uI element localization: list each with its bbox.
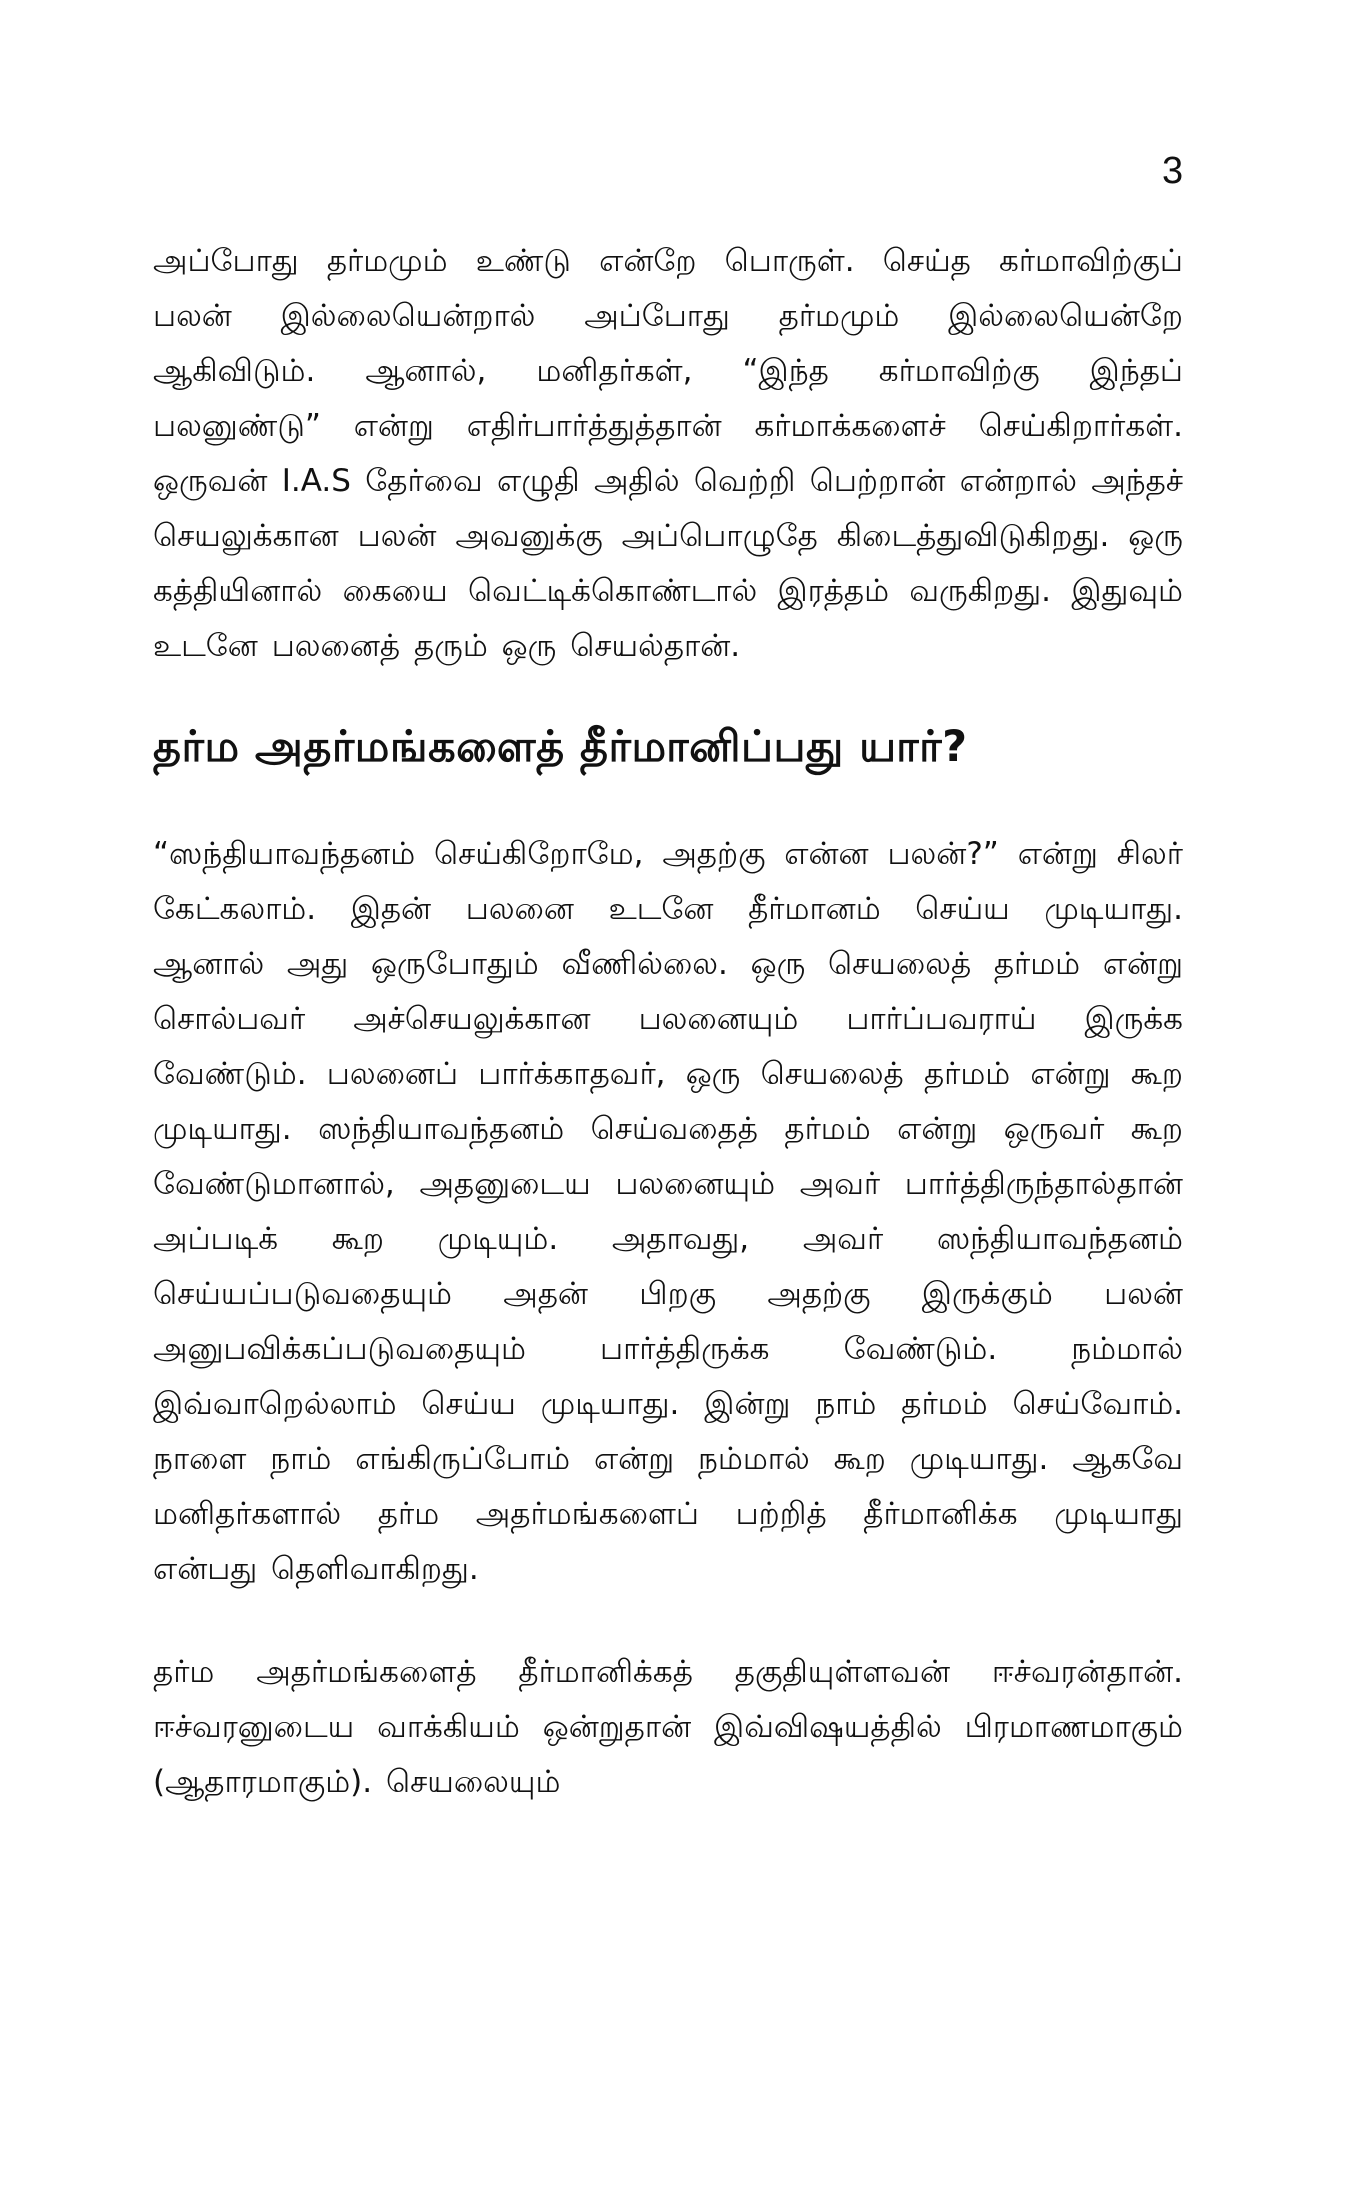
section-heading: தர்ம அதர்மங்களைத் தீர்மானிப்பது யார்? [153,722,968,772]
page-number: 3 [1162,150,1184,192]
paragraph-eeshwaran: தர்ம அதர்மங்களைத் தீர்மானிக்கத் தகுதியுள்ளவன் ஈச்வரன்தான். ஈச்வரனுடைய வாக்கியம் ஒன்றுதான் இவ்விஷயத்தில் பிரமாணமாகும் (ஆதாரமாகும்). செயலையும் [153,1654,1183,1800]
paragraph-intro: அப்போது தர்மமும் உண்டு என்றே பொருள். செய்த கர்மாவிற்குப் பலன் இல்லையென்றால் அப்போது தர்மமும் இல்லையென்றே ஆகிவிடும். ஆனால், மனிதர்கள், “இந்த கர்மாவிற்கு இந்தப் பலனுண்டு” என்று எதிர்பார்த்துத்தான் கர்மாக்களைச் செய்கிறார்கள். ஒருவன் I.A.S தேர்வை எழுதி அதில் வெற்றி பெற்றான் என்றால் அந்தச் செயலுக்கான பலன் அவனுக்கு அப்பொழுதே கிடைத்துவிடுகிறது. ஒரு கத்தியினால் கையை வெட்டிக்கொண்டால் இரத்தம் வருகிறது. இதுவும் உடனே பலனைத் தரும் ஒரு செயல்தான். [153,243,1183,664]
paragraph-sandhyavandanam: “ஸந்தியாவந்தனம் செய்கிறோமே, அதற்கு என்ன பலன்?” என்று சிலர் கேட்கலாம். இதன் பலனை உடனே தீர்மானம் செய்ய முடியாது. ஆனால் அது ஒருபோதும் வீணில்லை. ஒரு செயலைத் தர்மம் என்று சொல்பவர் அச்செயலுக்கான பலனையும் பார்ப்பவராய் இருக்க வேண்டும். பலனைப் பார்க்காதவர், ஒரு செயலைத் தர்மம் என்று கூற முடியாது. ஸந்தியாவந்தனம் செய்வதைத் தர்மம் என்று ஒருவர் கூற வேண்டுமானால், அதனுடைய பலனையும் அவர் பார்த்திருந்தால்தான் அப்படிக் கூற முடியும். அதாவது, அவர் ஸந்தியாவந்தனம் செய்யப்படுவதையும் அதன் பிறகு அதற்கு இருக்கும் பலன் அனுபவிக்கப்படுவதையும் பார்த்திருக்க வேண்டும். நம்மால் இவ்வாறெல்லாம் செய்ய முடியாது. இன்று நாம் தர்மம் செய்வோம். நாளை நாம் எங்கிருப்போம் என்று நம்மால் கூற முடியாது. ஆகவே மனிதர்களால் தர்ம அதர்மங்களைப் பற்றித் தீர்மானிக்க முடியாது என்பது தெளிவாகிறது. [153,836,1183,1587]
page-content [153,234,1183,1810]
